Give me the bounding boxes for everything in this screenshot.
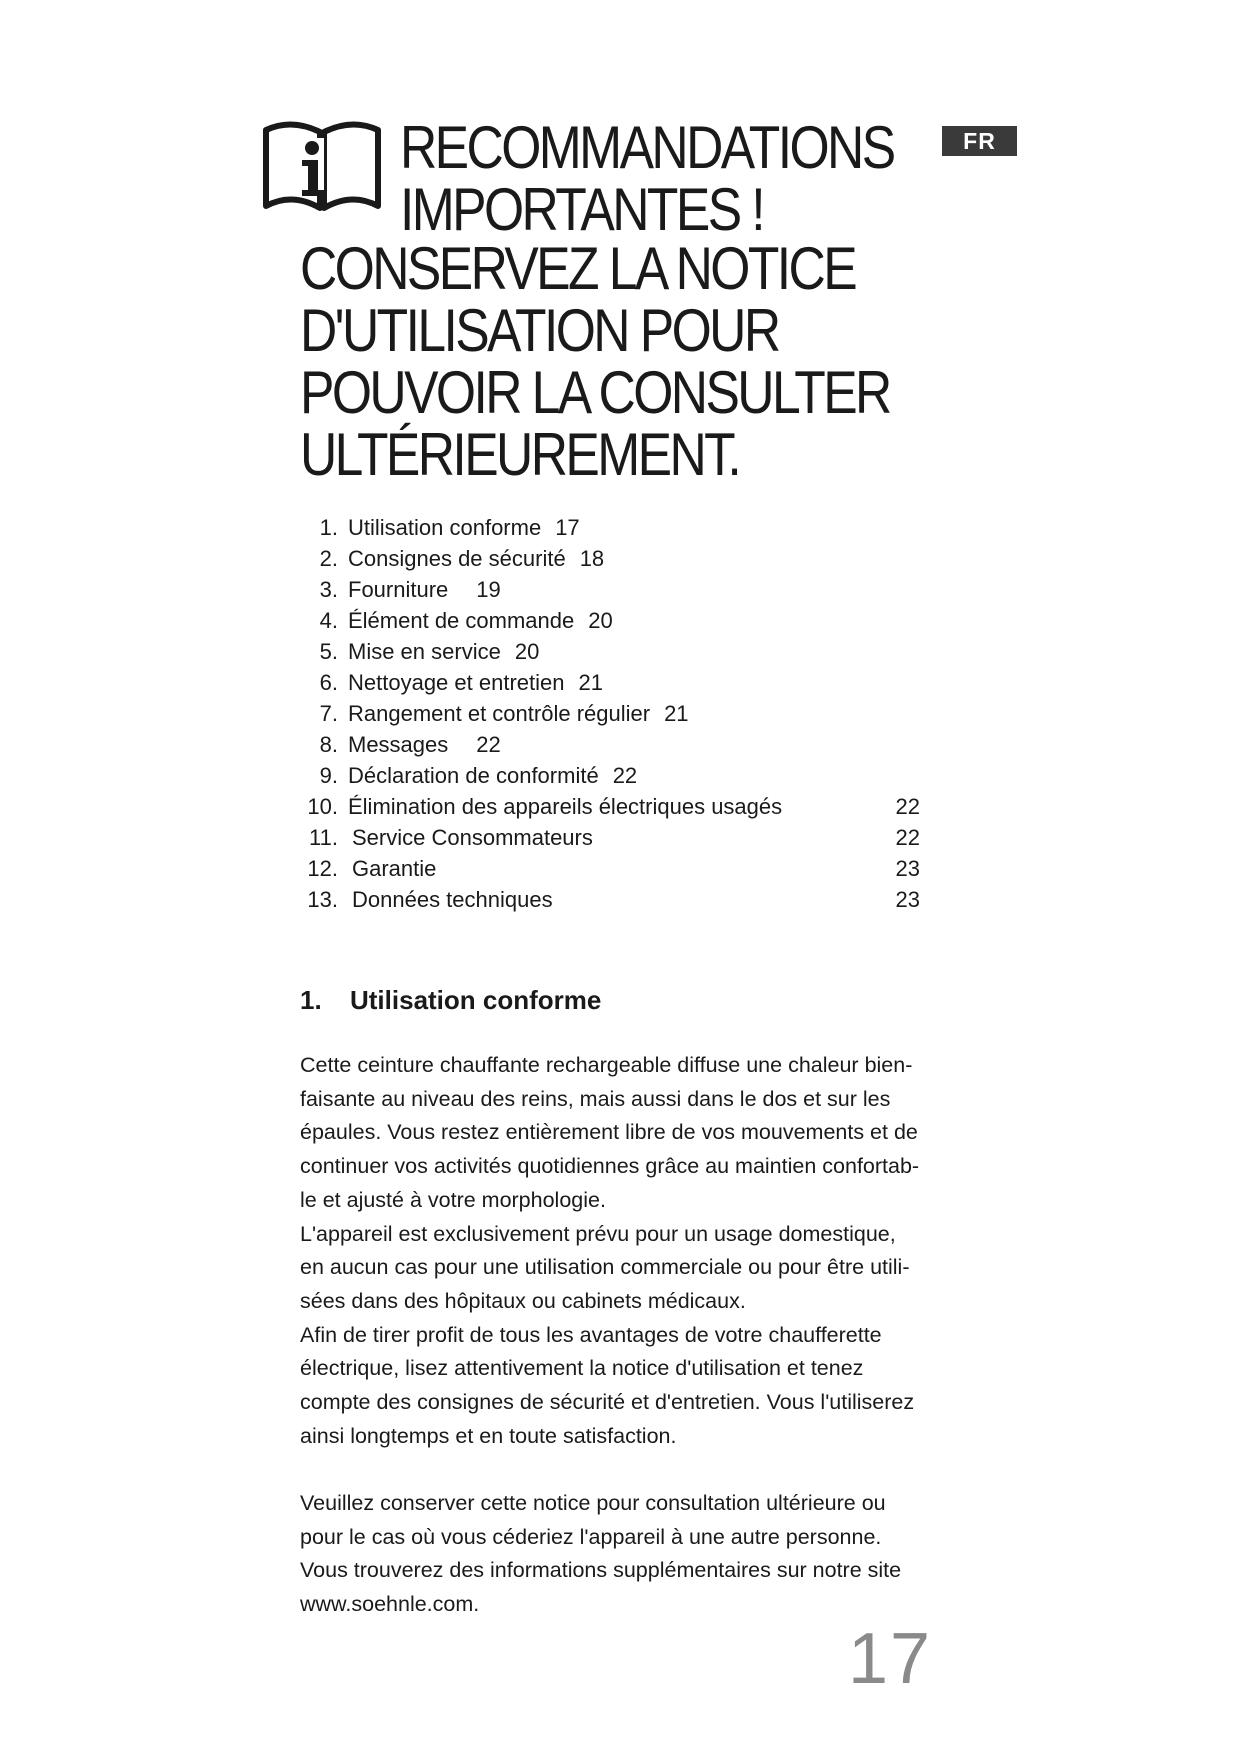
notice-line: CONSERVEZ LA NOTICE xyxy=(300,235,856,302)
toc-number: 10. xyxy=(307,794,338,819)
toc-entry xyxy=(348,574,501,605)
toc-row xyxy=(300,884,920,915)
section-heading xyxy=(300,985,601,1016)
toc-number: 3. xyxy=(319,577,338,602)
toc-row xyxy=(300,853,920,884)
toc-title: Nettoyage et entretien xyxy=(348,670,565,695)
toc-row xyxy=(300,667,920,698)
toc-entry xyxy=(348,636,539,667)
toc-title: Déclaration de conformité xyxy=(348,763,599,788)
toc-row xyxy=(300,791,920,822)
toc-title: Service Consommateurs xyxy=(352,825,593,850)
text-line: faisante au niveau des reins, mais aussi dans le dos et sur les xyxy=(300,1086,891,1111)
toc-page: 22 xyxy=(895,794,920,819)
toc-number: 12. xyxy=(307,856,338,881)
page-number: 17 xyxy=(848,1619,933,1699)
toc-title: Garantie xyxy=(352,856,437,881)
toc-title: Données techniques xyxy=(352,887,553,912)
toc-row xyxy=(300,543,920,574)
toc-row xyxy=(300,574,920,605)
text-line: ainsi longtemps et en toute satisfaction. xyxy=(300,1423,677,1448)
notice-line: POUVOIR LA CONSULTER xyxy=(300,359,890,426)
section-title: Utilisation conforme xyxy=(350,985,602,1015)
toc-number: 2. xyxy=(319,546,338,571)
toc-title: Messages xyxy=(348,732,449,757)
table-of-contents xyxy=(300,512,920,915)
text-line: électrique, lisez attentivement la notice d'utilisation et tenez xyxy=(300,1356,864,1381)
toc-page: 18 xyxy=(579,546,605,571)
toc-page: 19 xyxy=(476,577,501,602)
toc-number: 1. xyxy=(319,515,338,540)
toc-page: 21 xyxy=(578,670,603,695)
toc-row xyxy=(300,512,920,543)
toc-title: Rangement et contrôle régulier xyxy=(348,701,651,726)
toc-row xyxy=(300,822,920,853)
toc-number: 8. xyxy=(319,732,338,757)
info-book-icon xyxy=(262,118,382,218)
toc-page: 23 xyxy=(895,856,920,881)
text-line: pour le cas où vous céderiez l'appareil à une autre personne. xyxy=(300,1524,882,1549)
toc-row xyxy=(300,729,920,760)
toc-page: 22 xyxy=(476,732,501,757)
text-line: Veuillez conserver cette notice pour consultation ultérieure ou xyxy=(300,1491,886,1515)
toc-number: 7. xyxy=(319,701,338,726)
toc-entry xyxy=(348,760,637,791)
toc-row xyxy=(300,698,920,729)
section-number: 1. xyxy=(300,985,322,1015)
intended-use-paragraph xyxy=(300,1049,940,1453)
toc-number: 11. xyxy=(309,825,338,850)
text-line: Cette ceinture chauffante rechargeable diffuse une chaleur bien- xyxy=(300,1053,913,1077)
toc-page: 22 xyxy=(612,763,638,788)
toc-entry xyxy=(348,698,689,729)
toc-row xyxy=(300,636,920,667)
keep-instructions-paragraph xyxy=(300,1487,940,1622)
toc-entry xyxy=(348,729,501,760)
toc-title: Élimination des appareils électriques usagés xyxy=(348,794,783,819)
heading-line-2: IMPORTANTES ! xyxy=(400,176,764,243)
notice-line: ULTÉRIEUREMENT. xyxy=(300,421,740,488)
toc-number: 6. xyxy=(319,670,338,695)
toc-number: 5. xyxy=(319,639,338,664)
text-line: épaules. Vous restez entièrement libre de vos mouvements et de xyxy=(300,1120,918,1145)
toc-title: Mise en service xyxy=(348,639,501,664)
text-line: compte des consignes de sécurité et d'entretien. Vous l'utiliserez xyxy=(300,1390,915,1415)
toc-page: 20 xyxy=(588,608,613,633)
notice-line: D'UTILISATION POUR xyxy=(300,297,779,364)
text-line: Afin de tirer profit de tous les avantages de votre chaufferette xyxy=(300,1322,882,1347)
toc-title: Élément de commande xyxy=(348,608,575,633)
toc-title: Fourniture xyxy=(348,577,449,602)
text-line: le et ajusté à votre morphologie. xyxy=(300,1187,606,1212)
heading-line-1: RECOMMANDATIONS xyxy=(400,114,894,181)
toc-entry xyxy=(348,605,613,636)
toc-page: 21 xyxy=(664,701,689,726)
toc-page: 20 xyxy=(514,639,540,664)
toc-number: 13. xyxy=(307,887,338,912)
text-line: Vous trouverez des informations supplémentaires sur notre site xyxy=(300,1558,902,1583)
toc-entry xyxy=(348,667,603,698)
toc-number: 4. xyxy=(319,608,338,633)
toc-page: 22 xyxy=(895,825,920,850)
text-line: L'appareil est exclusivement prévu pour un usage domestique, xyxy=(300,1221,896,1246)
toc-number: 9. xyxy=(319,763,338,788)
keep-notice-heading xyxy=(300,235,890,488)
language-badge: FR xyxy=(942,126,1017,156)
text-line: sées dans des hôpitaux ou cabinets médicaux. xyxy=(300,1288,746,1313)
toc-title: Consignes de sécurité xyxy=(348,546,566,571)
toc-entry xyxy=(348,512,580,543)
text-line: www.soehnle.com. xyxy=(300,1592,480,1617)
toc-page: 17 xyxy=(555,515,580,540)
toc-entry xyxy=(348,543,604,574)
text-line: en aucun cas pour une utilisation commerciale ou pour être utili- xyxy=(300,1255,910,1280)
toc-page: 23 xyxy=(895,887,920,912)
toc-row xyxy=(300,760,920,791)
toc-row xyxy=(300,605,920,636)
text-line: continuer vos activités quotidiennes grâce au maintien confortab- xyxy=(300,1154,920,1179)
toc-title: Utilisation conforme xyxy=(348,515,542,540)
